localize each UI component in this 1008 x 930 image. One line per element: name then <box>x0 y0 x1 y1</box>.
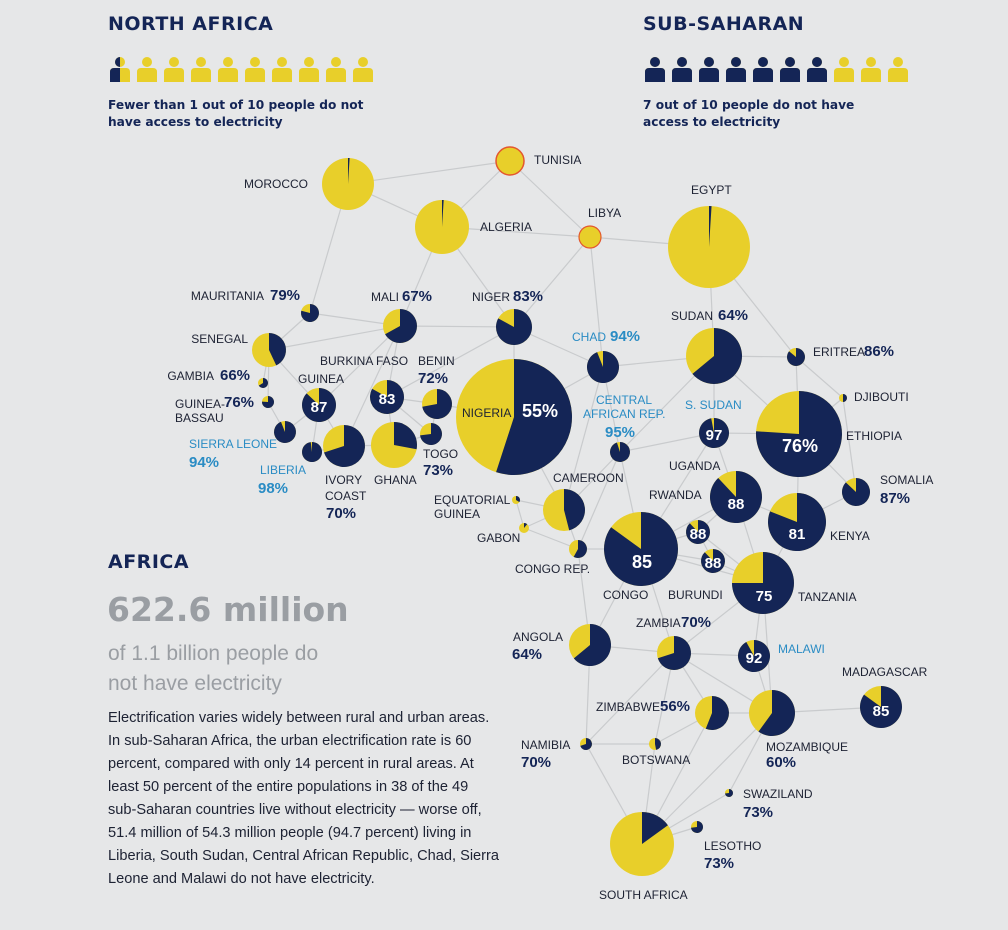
country-name-mozambique: MOZAMBIQUE <box>766 740 849 754</box>
pie-niger <box>496 309 532 345</box>
value-label-mozambique: 60% <box>766 754 797 771</box>
pie-liberia <box>302 442 322 462</box>
pie-sierraleone <box>274 421 296 443</box>
value-label-ethiopia: 76% <box>781 436 819 456</box>
pie-mauritania <box>301 304 319 322</box>
connection-line-senegal-mali <box>269 326 400 350</box>
country-name-guinea: GUINEA <box>298 372 345 386</box>
value-label-congo: 85 <box>631 552 653 572</box>
country-name-tanzania: TANZANIA <box>798 590 857 604</box>
pie-libya <box>579 226 601 248</box>
country-name-eqguinea: GUINEA <box>434 507 481 521</box>
body-line: Liberia, South Sudan, Central African Republic, Chad, Sierra <box>108 848 500 864</box>
country-name-namibia: NAMIBIA <box>521 738 571 752</box>
value-label-benin: 72% <box>418 370 449 387</box>
value-label-car: 95% <box>605 424 636 441</box>
pie-gabon <box>519 523 529 533</box>
pie-slice-ghana <box>394 422 417 449</box>
country-name-gambia: GAMBIA <box>167 369 214 383</box>
country-name-tunisia: TUNISIA <box>534 153 582 167</box>
pie-guineabissau <box>262 396 274 408</box>
country-name-algeria: ALGERIA <box>480 220 533 234</box>
big-sub-line2: not have electricity <box>108 672 282 695</box>
country-name-malawi: MALAWI <box>778 642 825 656</box>
big-sub-line1: of 1.1 billion people do <box>108 642 319 665</box>
value-label-niger: 83% <box>513 288 544 305</box>
country-name-libya: LIBYA <box>588 206 622 220</box>
country-name-rwanda: RWANDA <box>649 488 702 502</box>
body-line: least 50 percent of the entire populations in 38 of the 49 <box>108 779 469 795</box>
pie-sudan <box>686 328 742 384</box>
pie-benin <box>422 389 452 419</box>
country-name-egypt: EGYPT <box>691 183 732 197</box>
body-line: Electrification varies widely between rural and urban areas. <box>108 710 490 726</box>
value-label-burkina: 83 <box>378 391 396 408</box>
pie-ghana <box>371 422 417 468</box>
value-label-angola: 64% <box>512 646 543 663</box>
country-name-eqguinea: EQUATORIAL <box>434 493 511 507</box>
sub-saharan-title: SUB-SAHARAN <box>643 13 805 35</box>
country-name-nigeria: NIGERIA <box>462 406 512 420</box>
country-name-ivorycoast: COAST <box>325 489 367 503</box>
north-africa-caption-line2: have access to electricity <box>108 115 283 129</box>
value-label-nigeria: 55% <box>521 401 559 421</box>
pie-somalia <box>842 478 870 506</box>
value-label-guineabissau: 76% <box>224 394 255 411</box>
body-line: In sub-Saharan Africa, the urban electrification rate is 60 <box>108 733 472 749</box>
country-name-congo: CONGO <box>603 588 649 602</box>
value-label-eritrea: 86% <box>864 343 895 360</box>
country-name-eritrea: ERITREA <box>813 345 866 359</box>
country-name-lesotho: LESOTHO <box>704 839 762 853</box>
pie-lesotho <box>691 821 703 833</box>
value-label-sudan: 64% <box>718 307 749 324</box>
country-name-swaziland: SWAZILAND <box>743 787 813 801</box>
country-name-southafrica: SOUTH AFRICA <box>599 888 688 902</box>
pie-slice-car <box>610 442 630 462</box>
pie-togo <box>420 423 442 445</box>
pie-chad <box>587 351 619 383</box>
sub-saharan-caption-line1: 7 out of 10 people do not have <box>643 98 855 112</box>
country-name-morocco: MOROCCO <box>244 177 308 191</box>
country-name-niger: NIGER <box>472 290 511 304</box>
body-line: sub-Saharan countries live without electricity — worse off, <box>108 802 482 818</box>
country-name-ghana: GHANA <box>374 473 417 487</box>
country-name-sudan: SUDAN <box>671 309 714 323</box>
big-number-subtitle <box>108 639 318 699</box>
country-name-guineabissau: GUINEA- <box>175 397 226 411</box>
country-name-madagascar: MADAGASCAR <box>842 665 928 679</box>
country-name-cameroon: CAMEROON <box>553 471 624 485</box>
sub-saharan-caption-line2: access to electricity <box>643 115 781 129</box>
value-label-tanzania: 75 <box>755 588 773 605</box>
value-label-gambia: 66% <box>220 367 251 384</box>
big-number: 622.6 million <box>107 590 349 629</box>
body-line: percent, compared with only 14 percent in rural areas. At <box>108 756 474 772</box>
pie-cameroon <box>543 489 585 531</box>
value-label-rwanda: 88 <box>689 526 707 543</box>
north-africa-title: NORTH AFRICA <box>108 13 274 35</box>
country-name-car: CENTRAL <box>596 393 653 407</box>
pie-gambia <box>258 378 268 388</box>
pie-angola <box>569 624 611 666</box>
pie-southafrica <box>610 812 674 876</box>
value-label-chad: 94% <box>610 328 641 345</box>
pie-senegal <box>252 333 286 367</box>
pie-mozambique <box>749 690 795 736</box>
country-name-angola: ANGOLA <box>513 630 564 644</box>
country-name-ivorycoast: IVORY <box>325 473 363 487</box>
country-name-congorep: CONGO REP. <box>515 562 591 576</box>
value-label-burundi: 88 <box>704 555 722 572</box>
country-name-ethiopia: ETHIOPIA <box>846 429 903 443</box>
value-label-ivorycoast: 70% <box>326 505 357 522</box>
pie-eritrea <box>787 348 805 366</box>
body-line: 51.4 million of 54.3 million people (94.7 percent) living in <box>108 825 472 841</box>
country-name-kenya: KENYA <box>830 529 870 543</box>
country-name-sierraleone: SIERRA LEONE <box>189 437 278 451</box>
pie-ethiopia <box>756 391 842 477</box>
value-label-swaziland: 73% <box>743 804 774 821</box>
country-name-senegal: SENEGAL <box>191 332 248 346</box>
pie-swaziland <box>725 789 733 797</box>
country-name-uganda: UGANDA <box>669 459 721 473</box>
value-label-ssudan: 97 <box>705 427 723 444</box>
value-label-zambia: 70% <box>681 614 712 631</box>
pie-botswana <box>649 738 661 750</box>
value-label-lesotho: 73% <box>704 855 735 872</box>
country-name-liberia: LIBERIA <box>260 463 307 477</box>
pie-base-tunisia <box>496 147 524 175</box>
country-name-mauritania: MAURITANIA <box>190 289 264 303</box>
pie-zimbabwe <box>695 696 729 730</box>
pie-tunisia <box>496 147 524 175</box>
africa-title: AFRICA <box>108 551 190 573</box>
value-label-liberia: 98% <box>258 480 289 497</box>
pie-slice-liberia <box>302 442 322 462</box>
value-label-mauritania: 79% <box>270 287 301 304</box>
pie-mali <box>383 309 417 343</box>
value-label-somalia: 87% <box>880 490 911 507</box>
value-label-malawi: 92 <box>745 650 763 667</box>
north-africa-caption-line1: Fewer than 1 out of 10 people do not <box>108 98 364 112</box>
pie-slice-djibouti <box>843 394 847 402</box>
value-label-uganda: 88 <box>727 496 745 513</box>
pie-djibouti <box>839 394 847 402</box>
country-name-ssudan: S. SUDAN <box>685 398 742 412</box>
pie-car <box>610 442 630 462</box>
country-name-mali: MALI <box>371 290 400 304</box>
pie-congorep <box>569 540 587 558</box>
pie-algeria <box>415 200 469 254</box>
pie-namibia <box>580 738 592 750</box>
country-name-guineabissau: BASSAU <box>175 411 224 425</box>
pie-zambia <box>657 636 691 670</box>
value-label-zimbabwe: 56% <box>660 698 691 715</box>
value-label-kenya: 81 <box>788 526 806 543</box>
country-name-burkina: BURKINA FASO <box>320 354 409 368</box>
country-name-chad: CHAD <box>572 330 607 344</box>
body-line: Leone and Malawi do not have electricity. <box>108 871 375 887</box>
country-name-djibouti: DJIBOUTI <box>854 390 909 404</box>
country-name-somalia: SOMALIA <box>880 473 934 487</box>
connection-line-chad-cameroon <box>564 367 603 510</box>
country-name-burundi: BURUNDI <box>668 588 723 602</box>
pie-ivorycoast <box>323 425 365 467</box>
value-label-mali: 67% <box>402 288 433 305</box>
pie-base-libya <box>579 226 601 248</box>
value-label-togo: 73% <box>423 462 454 479</box>
country-name-benin: BENIN <box>418 354 455 368</box>
country-name-zimbabwe: ZIMBABWE <box>596 700 661 714</box>
country-name-gabon: GABON <box>477 531 521 545</box>
value-label-guinea: 87 <box>310 399 328 416</box>
value-label-namibia: 70% <box>521 754 552 771</box>
pie-slice-botswana <box>655 738 661 750</box>
pie-egypt <box>668 206 750 288</box>
body-paragraph <box>108 707 528 891</box>
connection-line-libya-chad <box>590 237 603 367</box>
connection-line-djibouti-somalia <box>843 398 856 492</box>
country-name-car: AFRICAN REP. <box>583 407 666 421</box>
pie-morocco <box>322 158 374 210</box>
country-name-zambia: ZAMBIA <box>636 616 681 630</box>
value-label-madagascar: 85 <box>872 703 890 720</box>
country-name-togo: TOGO <box>423 447 459 461</box>
pie-congo <box>604 512 678 586</box>
country-name-botswana: BOTSWANA <box>622 753 691 767</box>
value-label-sierraleone: 94% <box>189 454 220 471</box>
pie-eqguinea <box>512 496 520 504</box>
